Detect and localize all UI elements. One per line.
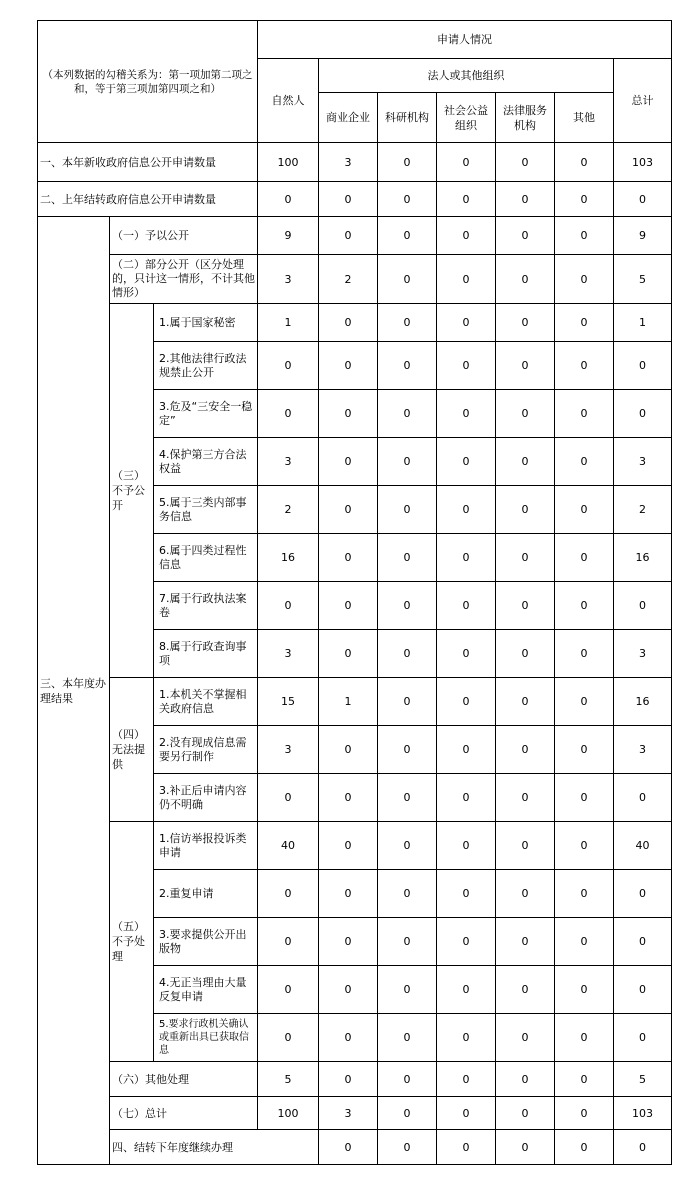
value-cell: 0 — [437, 774, 496, 822]
value-cell: 16 — [258, 534, 319, 582]
value-cell: 0 — [555, 822, 614, 870]
value-cell: 0 — [555, 1097, 614, 1130]
value-cell: 0 — [258, 1014, 319, 1062]
value-cell: 0 — [319, 630, 378, 678]
value-cell: 0 — [555, 630, 614, 678]
value-cell: 0 — [437, 582, 496, 630]
table-row — [38, 1097, 672, 1130]
row-label: 四、结转下年度继续办理 — [110, 1130, 319, 1165]
value-cell: 0 — [258, 966, 319, 1014]
table-row — [38, 255, 672, 304]
value-cell: 0 — [555, 342, 614, 390]
value-cell: 0 — [614, 918, 672, 966]
value-cell: 3 — [319, 1097, 378, 1130]
value-cell: 16 — [614, 678, 672, 726]
value-cell: 0 — [614, 182, 672, 217]
value-cell: 0 — [614, 390, 672, 438]
value-cell: 0 — [378, 304, 437, 342]
value-cell: 16 — [614, 534, 672, 582]
value-cell: 0 — [555, 582, 614, 630]
item-label: 2.重复申请 — [154, 870, 258, 918]
value-cell: 0 — [496, 870, 555, 918]
value-cell: 1 — [258, 304, 319, 342]
value-cell: 0 — [496, 582, 555, 630]
value-cell: 0 — [319, 182, 378, 217]
value-cell: 3 — [258, 255, 319, 304]
value-cell: 0 — [437, 918, 496, 966]
group5-label: （五）不予处理 — [110, 822, 154, 1062]
item-label: 7.属于行政执法案卷 — [154, 582, 258, 630]
item-label: 3.危及“三安全一稳定” — [154, 390, 258, 438]
disclosure-statistics-table — [37, 20, 672, 1165]
value-cell: 0 — [378, 255, 437, 304]
item-label: 1.本机关不掌握相关政府信息 — [154, 678, 258, 726]
value-cell: 0 — [555, 1062, 614, 1097]
value-cell: 3 — [258, 630, 319, 678]
value-cell: 2 — [258, 486, 319, 534]
value-cell: 0 — [378, 774, 437, 822]
item-label: 6.属于四类过程性信息 — [154, 534, 258, 582]
item-label: 5.属于三类内部事务信息 — [154, 486, 258, 534]
value-cell: 0 — [319, 438, 378, 486]
value-cell: 0 — [378, 143, 437, 182]
table-row — [38, 678, 672, 726]
value-cell: 0 — [437, 726, 496, 774]
value-cell: 0 — [555, 678, 614, 726]
value-cell: 0 — [319, 870, 378, 918]
value-cell: 0 — [437, 678, 496, 726]
item-label: 1.信访举报投诉类申请 — [154, 822, 258, 870]
value-cell: 0 — [319, 217, 378, 255]
value-cell: 3 — [258, 438, 319, 486]
value-cell: 0 — [496, 774, 555, 822]
value-cell: 0 — [614, 774, 672, 822]
value-cell: 40 — [258, 822, 319, 870]
value-cell: 0 — [378, 1014, 437, 1062]
org-header: 科研机构 — [378, 93, 437, 143]
natural-person-header: 自然人 — [258, 59, 319, 143]
legal-org-header: 法人或其他组织 — [319, 59, 614, 93]
value-cell: 0 — [614, 966, 672, 1014]
value-cell: 0 — [555, 143, 614, 182]
value-cell: 0 — [437, 822, 496, 870]
value-cell: 0 — [496, 304, 555, 342]
value-cell: 0 — [378, 1097, 437, 1130]
value-cell: 0 — [319, 486, 378, 534]
value-cell: 9 — [614, 217, 672, 255]
value-cell: 0 — [496, 1130, 555, 1165]
group6-label: （六）其他处理 — [110, 1062, 258, 1097]
value-cell: 0 — [555, 304, 614, 342]
item-label: 1.属于国家秘密 — [154, 304, 258, 342]
value-cell: 0 — [319, 726, 378, 774]
value-cell: 0 — [614, 1130, 672, 1165]
table-row — [38, 182, 672, 217]
value-cell: 0 — [378, 1130, 437, 1165]
value-cell: 0 — [319, 1014, 378, 1062]
value-cell: 0 — [378, 822, 437, 870]
value-cell: 0 — [555, 774, 614, 822]
value-cell: 0 — [258, 870, 319, 918]
value-cell: 0 — [496, 966, 555, 1014]
value-cell: 0 — [437, 534, 496, 582]
value-cell: 0 — [378, 342, 437, 390]
value-cell: 0 — [319, 342, 378, 390]
org-header: 社会公益组织 — [437, 93, 496, 143]
value-cell: 100 — [258, 143, 319, 182]
value-cell: 0 — [555, 217, 614, 255]
value-cell: 0 — [555, 438, 614, 486]
value-cell: 0 — [378, 726, 437, 774]
value-cell: 0 — [319, 822, 378, 870]
value-cell: 0 — [496, 918, 555, 966]
value-cell: 0 — [496, 255, 555, 304]
item-label: 8.属于行政查询事项 — [154, 630, 258, 678]
value-cell: 0 — [378, 182, 437, 217]
value-cell: 0 — [496, 486, 555, 534]
value-cell: 0 — [319, 1062, 378, 1097]
value-cell: 0 — [496, 1014, 555, 1062]
value-cell: 0 — [378, 966, 437, 1014]
value-cell: 0 — [258, 582, 319, 630]
value-cell: 0 — [496, 1097, 555, 1130]
value-cell: 0 — [437, 217, 496, 255]
org-header: 法律服务机构 — [496, 93, 555, 143]
value-cell: 0 — [437, 870, 496, 918]
value-cell: 0 — [614, 1014, 672, 1062]
value-cell: 0 — [437, 486, 496, 534]
value-cell: 0 — [555, 726, 614, 774]
value-cell: 0 — [258, 918, 319, 966]
group3-label: （三）不予公开 — [110, 304, 154, 678]
item-label: 3.补正后申请内容仍不明确 — [154, 774, 258, 822]
value-cell: 0 — [496, 678, 555, 726]
value-cell: 103 — [614, 143, 672, 182]
value-cell: 0 — [319, 966, 378, 1014]
value-cell: 0 — [378, 630, 437, 678]
value-cell: 3 — [614, 438, 672, 486]
note-cell: （本列数据的勾稽关系为：第一项加第二项之和，等于第三项加第四项之和） — [38, 21, 258, 143]
group1-label: （一）予以公开 — [110, 217, 258, 255]
value-cell: 0 — [555, 1130, 614, 1165]
value-cell: 0 — [258, 182, 319, 217]
value-cell: 0 — [378, 678, 437, 726]
value-cell: 0 — [437, 438, 496, 486]
value-cell: 5 — [614, 255, 672, 304]
applicant-header: 申请人情况 — [258, 21, 672, 59]
value-cell: 0 — [319, 918, 378, 966]
value-cell: 0 — [555, 182, 614, 217]
value-cell: 0 — [496, 390, 555, 438]
value-cell: 0 — [437, 390, 496, 438]
value-cell: 0 — [437, 630, 496, 678]
value-cell: 0 — [555, 255, 614, 304]
value-cell: 0 — [555, 918, 614, 966]
org-header: 商业企业 — [319, 93, 378, 143]
value-cell: 0 — [555, 1014, 614, 1062]
value-cell: 0 — [496, 143, 555, 182]
value-cell: 0 — [437, 255, 496, 304]
value-cell: 2 — [614, 486, 672, 534]
table-row — [38, 143, 672, 182]
value-cell: 0 — [437, 304, 496, 342]
value-cell: 0 — [319, 1130, 378, 1165]
value-cell: 1 — [319, 678, 378, 726]
value-cell: 0 — [437, 182, 496, 217]
value-cell: 0 — [378, 1062, 437, 1097]
value-cell: 0 — [378, 534, 437, 582]
table-row — [38, 822, 672, 870]
value-cell: 0 — [614, 582, 672, 630]
value-cell: 0 — [437, 1130, 496, 1165]
value-cell: 0 — [258, 390, 319, 438]
value-cell: 0 — [437, 143, 496, 182]
value-cell: 0 — [496, 182, 555, 217]
value-cell: 0 — [319, 774, 378, 822]
row-label: 二、上年结转政府信息公开申请数量 — [38, 182, 258, 217]
value-cell: 103 — [614, 1097, 672, 1130]
value-cell: 0 — [378, 918, 437, 966]
value-cell: 0 — [319, 304, 378, 342]
value-cell: 0 — [614, 870, 672, 918]
value-cell: 0 — [555, 966, 614, 1014]
value-cell: 0 — [496, 822, 555, 870]
value-cell: 0 — [378, 582, 437, 630]
value-cell: 0 — [496, 342, 555, 390]
value-cell: 0 — [319, 390, 378, 438]
value-cell: 0 — [555, 870, 614, 918]
value-cell: 0 — [378, 438, 437, 486]
value-cell: 0 — [437, 1014, 496, 1062]
value-cell: 0 — [496, 438, 555, 486]
section3-label: 三、本年度办理结果 — [38, 217, 110, 1165]
value-cell: 9 — [258, 217, 319, 255]
value-cell: 0 — [378, 217, 437, 255]
value-cell: 0 — [496, 217, 555, 255]
value-cell: 0 — [496, 1062, 555, 1097]
row-label: 一、本年新收政府信息公开申请数量 — [38, 143, 258, 182]
value-cell: 0 — [437, 966, 496, 1014]
item-label: 3.要求提供公开出版物 — [154, 918, 258, 966]
table-row — [38, 1130, 672, 1165]
value-cell: 100 — [258, 1097, 319, 1130]
value-cell: 0 — [258, 774, 319, 822]
item-label: 4.无正当理由大量反复申请 — [154, 966, 258, 1014]
table-row — [38, 1062, 672, 1097]
total-header: 总计 — [614, 59, 672, 143]
org-header: 其他 — [555, 93, 614, 143]
value-cell: 0 — [555, 486, 614, 534]
item-label: 4.保护第三方合法权益 — [154, 438, 258, 486]
value-cell: 1 — [614, 304, 672, 342]
value-cell: 0 — [614, 342, 672, 390]
item-label: 2.其他法律行政法规禁止公开 — [154, 342, 258, 390]
value-cell: 0 — [258, 342, 319, 390]
value-cell: 0 — [496, 630, 555, 678]
table-row — [38, 217, 672, 255]
value-cell: 5 — [258, 1062, 319, 1097]
group2-label: （二）部分公开（区分处理的，只计这一情形，不计其他情形） — [110, 255, 258, 304]
table-row — [38, 304, 672, 342]
value-cell: 0 — [496, 726, 555, 774]
value-cell: 0 — [496, 534, 555, 582]
value-cell: 0 — [378, 390, 437, 438]
item-label: 2.没有现成信息需要另行制作 — [154, 726, 258, 774]
value-cell: 15 — [258, 678, 319, 726]
value-cell: 40 — [614, 822, 672, 870]
value-cell: 0 — [378, 486, 437, 534]
group4-label: （四）无法提供 — [110, 678, 154, 822]
value-cell: 0 — [555, 390, 614, 438]
group7-label: （七）总计 — [110, 1097, 258, 1130]
value-cell: 0 — [378, 870, 437, 918]
item-label: 5.要求行政机关确认或重新出具已获取信息 — [154, 1014, 258, 1062]
value-cell: 0 — [319, 534, 378, 582]
value-cell: 3 — [614, 726, 672, 774]
value-cell: 0 — [437, 1097, 496, 1130]
value-cell: 0 — [437, 342, 496, 390]
value-cell: 3 — [258, 726, 319, 774]
value-cell: 0 — [555, 534, 614, 582]
value-cell: 5 — [614, 1062, 672, 1097]
value-cell: 0 — [437, 1062, 496, 1097]
value-cell: 0 — [319, 582, 378, 630]
value-cell: 3 — [319, 143, 378, 182]
value-cell: 3 — [614, 630, 672, 678]
value-cell: 2 — [319, 255, 378, 304]
